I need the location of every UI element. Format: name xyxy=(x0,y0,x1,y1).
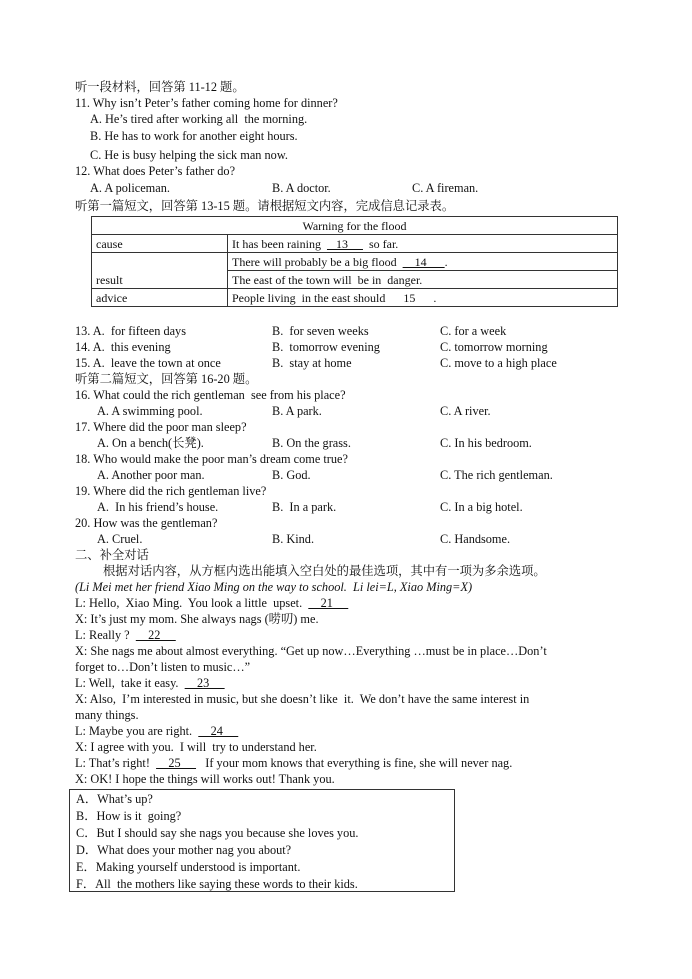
question-16-option-b: B. A park. xyxy=(272,404,322,418)
advice-text: People living in the east should 15 . xyxy=(228,289,618,307)
dialogue-text: L: Really ? xyxy=(75,628,136,642)
dialogue-context: (Li Mei met her friend Xiao Ming on the way to school. Li lei=L, Xiao Ming=X) xyxy=(75,580,473,594)
question-19-option-a: A. In his friend’s house. xyxy=(97,500,219,514)
question-19-option-b: B. In a park. xyxy=(272,500,337,514)
dialogue-text-tail: If your mom knows that everything is fine, she will never nag. xyxy=(196,756,513,770)
box-option-d: D．What does your mother nag you about? xyxy=(76,843,292,857)
question-18-option-a: A. Another poor man. xyxy=(97,468,205,482)
result-label: result xyxy=(92,253,228,289)
question-15-option-b: B. stay at home xyxy=(272,356,352,370)
options-box xyxy=(69,789,455,892)
box-option-c: C．But I should say she nags you because she loves you. xyxy=(76,826,359,840)
question-11: 11. Why isn’t Peter’s father coming home for dinner? xyxy=(75,96,338,110)
question-16: 16. What could the rich gentleman see from his place? xyxy=(75,388,346,402)
box-option-e: E．Making yourself understood is important. xyxy=(76,860,301,874)
dialogue-text: L: That’s right! xyxy=(75,756,157,770)
box-option-f: F．All the mothers like saying these words to their kids. xyxy=(76,877,358,891)
dialogue-line-4: X: She nags me about almost everything. “Get up now…Everything …must be in place…Don’t xyxy=(75,644,547,658)
dialogue-line-11 xyxy=(75,756,512,770)
result-cell-1 xyxy=(228,253,618,271)
question-11-option-b: B. He has to work for another eight hours. xyxy=(90,129,298,143)
dialogue-line-6 xyxy=(75,676,225,690)
question-19: 19. Where did the rich gentleman live? xyxy=(75,484,267,498)
dialogue-heading: 二、补全对话 xyxy=(75,548,149,562)
question-13-option-b: B. for seven weeks xyxy=(272,324,369,338)
question-17-option-a: A. On a bench(长凳). xyxy=(97,436,204,450)
question-18-option-c: C. The rich gentleman. xyxy=(440,468,553,482)
box-option-a: A．What’s up? xyxy=(76,792,153,806)
dialogue-text: L: Well, take it easy. xyxy=(75,676,185,690)
dialogue-line-12: X: OK! I hope the things will works out! Thank you. xyxy=(75,772,335,786)
cause-cell xyxy=(228,235,618,253)
blank-25: 25 xyxy=(156,756,197,770)
question-13-option-a: 13. A. for fifteen days xyxy=(75,324,186,338)
box-option-b: B．How is it going? xyxy=(76,809,182,823)
dialogue-text: L: Hello, Xiao Ming. You look a little upset. xyxy=(75,596,309,610)
section-intro-16-20: 听第二篇短文，回答第 16-20 题。 xyxy=(75,372,258,386)
blank-22: 22 xyxy=(135,628,176,642)
blank-14: 14 xyxy=(402,254,445,269)
question-20-option-c: C. Handsome. xyxy=(440,532,511,546)
question-20: 20. How was the gentleman? xyxy=(75,516,218,530)
blank-24: 24 xyxy=(198,724,239,738)
dialogue-instruction: 根据对话内容，从方框内选出能填入空白处的最佳选项，其中有一项为多余选项。 xyxy=(103,564,546,578)
dialogue-line-9 xyxy=(75,724,238,738)
info-record-table xyxy=(91,216,618,307)
dialogue-line-7: X: Also, I’m interested in music, but she doesn’t like it. We don’t have the same interest in xyxy=(75,692,530,706)
question-20-option-a: A. Cruel. xyxy=(97,532,143,546)
dialogue-line-10: X: I agree with you. I will try to understand her. xyxy=(75,740,317,754)
question-11-option-a: A. He’s tired after working all the morning. xyxy=(90,112,308,126)
question-15-option-a: 15. A. leave the town at once xyxy=(75,356,221,370)
result-text-1: There will probably be a big flood xyxy=(232,254,403,269)
table-title: Warning for the flood xyxy=(92,217,618,235)
section-intro-11-12: 听一段材料，回答第 11-12 题。 xyxy=(75,80,245,94)
question-19-option-c: C. In a big hotel. xyxy=(440,500,523,514)
question-11-option-c: C. He is busy helping the sick man now. xyxy=(90,148,288,162)
question-14-option-a: 14. A. this evening xyxy=(75,340,171,354)
question-13-option-c: C. for a week xyxy=(440,324,507,338)
blank-21: 21 xyxy=(308,596,349,610)
question-18-option-b: B. God. xyxy=(272,468,311,482)
question-14-option-c: C. tomorrow morning xyxy=(440,340,548,354)
dialogue-text: L: Maybe you are right. xyxy=(75,724,199,738)
blank-23: 23 xyxy=(184,676,225,690)
question-12-option-b: B. A doctor. xyxy=(272,181,331,195)
advice-label: advice xyxy=(92,289,228,307)
cause-text: It has been raining xyxy=(232,236,327,251)
dialogue-line-2: X: It’s just my mom. She always nags (唠叨) me. xyxy=(75,612,319,626)
question-15-option-c: C. move to a high place xyxy=(440,356,557,370)
question-17-option-c: C. In his bedroom. xyxy=(440,436,532,450)
blank-13: 13 xyxy=(326,236,363,251)
question-12-option-a: A. A policeman. xyxy=(90,181,170,195)
result-text-2: The east of the town will be in danger. xyxy=(228,271,618,289)
section-intro-13-15: 听第一篇短文，回答第 13-15 题。请根据短文内容，完成信息记录表。 xyxy=(75,199,455,213)
question-18: 18. Who would make the poor man’s dream come true? xyxy=(75,452,348,466)
dialogue-line-1 xyxy=(75,596,348,610)
dialogue-line-8: many things. xyxy=(75,708,139,722)
question-16-option-a: A. A swimming pool. xyxy=(97,404,203,418)
question-17: 17. Where did the poor man sleep? xyxy=(75,420,247,434)
question-12-option-c: C. A fireman. xyxy=(412,181,479,195)
cause-tail: so far. xyxy=(362,236,399,251)
question-17-option-b: B. On the grass. xyxy=(272,436,351,450)
question-16-option-c: C. A river. xyxy=(440,404,491,418)
cause-label: cause xyxy=(92,235,228,253)
dialogue-line-5: forget to…Don’t listen to music…” xyxy=(75,660,251,674)
question-12: 12. What does Peter’s father do? xyxy=(75,164,236,178)
dialogue-line-3 xyxy=(75,628,176,642)
result-tail-1: . xyxy=(444,254,448,269)
question-14-option-b: B. tomorrow evening xyxy=(272,340,380,354)
question-20-option-b: B. Kind. xyxy=(272,532,315,546)
